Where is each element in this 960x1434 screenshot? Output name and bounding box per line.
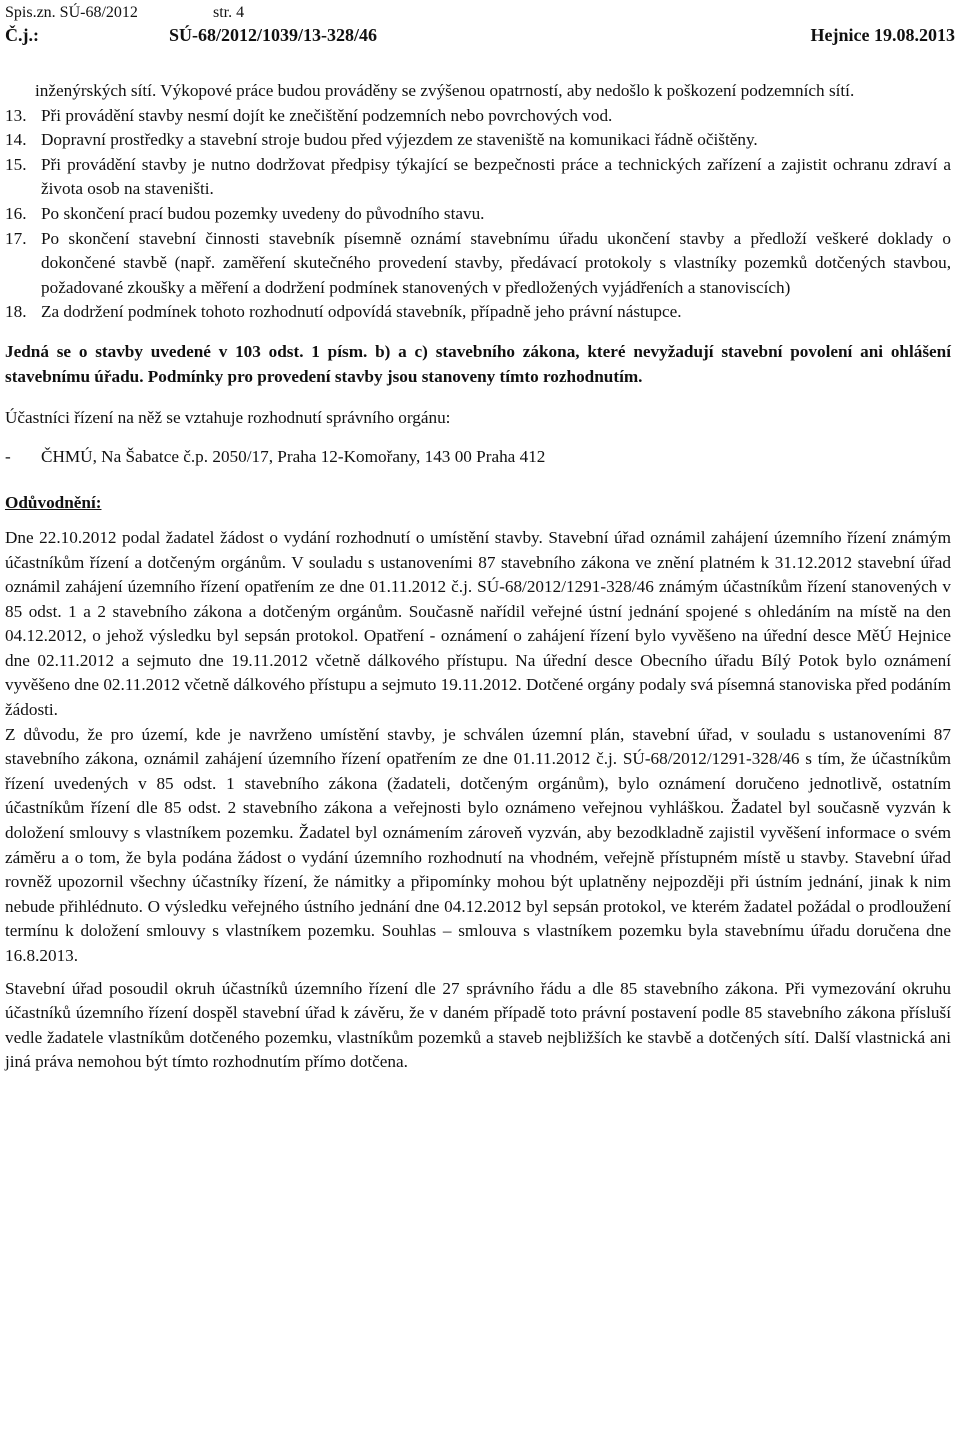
reasoning-heading: Odůvodnění: xyxy=(5,493,102,513)
reasoning-paragraph: Dne 22.10.2012 podal žadatel žádost o vydání rozhodnutí o umístění stavby. Stavební úřad oznámil zahájení územního řízení známým účastníkům řízení a dotčeným orgánům. V souladu s ustanoveními 87 stavebního zákona ve znění platném k 31.12.2012 stavební úřad oznámil zahájení územního řízení opatřením ze dne 01.11.2012 č.j. SÚ-68/2012/1291-328/46 známým účastníkům řízení stanovených v 85 odst. 1 a 2 stavebního zákona a dotčeným orgánům. Současně nařídil veřejné ústní jednání spojené s ohledáním na místě na den 04.12.2012, o jehož výsledku byl sepsán protokol. Opatření - oznámení o zahájení řízení bylo vyvěšeno na úřední desce MěÚ Hejnice dne 02.11.2012 a sejmuto dne 19.11.2012 včetně dálkového přístupu. Na úřední desce Obecního úřadu Bílý Potok bylo oznámení vyvěšeno dne 02.11.2012 včetně dálkového přístupu a sejmuto 19.11.2012. Dotčené orgány podaly svá písemná stanoviska před podáním žádosti. xyxy=(5,527,951,720)
condition-number: 15. xyxy=(5,154,27,174)
condition-text: Dopravní prostředky a stavební stroje budou před výjezdem ze staveniště na komunikaci řádně očištěny. xyxy=(41,130,758,150)
spacer xyxy=(5,389,951,406)
condition-text: Po skončení prací budou pozemky uvedeny do původního stavu. xyxy=(41,203,485,223)
participants-title: Účastníci řízení na něž se vztahuje rozhodnutí správního orgánu: xyxy=(5,408,451,428)
condition-text: Při provádění stavby je nutno dodržovat předpisy týkající se bezpečnosti práce a technických zařízení a zajistit ochranu zdraví a života osob na staveništi. xyxy=(41,154,951,199)
list-dash: - xyxy=(5,446,11,466)
condition-text: Za dodržení podmínek tohoto rozhodnutí odpovídá stavebník, případně jeho právní nástupce. xyxy=(41,302,682,322)
condition-number: 14. xyxy=(5,130,27,150)
condition-item xyxy=(5,202,951,227)
condition-number: 13. xyxy=(5,105,27,125)
case-number-label: Č.j.: xyxy=(5,25,39,45)
participant-text: ČHMÚ, Na Šabatce č.p. 2050/17, Praha 12-Komořany, 143 00 Praha 412 xyxy=(41,446,546,466)
header-reference-line xyxy=(5,3,955,23)
legal-basis-statement: Jedná se o stavby uvedené v 103 odst. 1 písm. b) a c) stavebního zákona, které nevyžadují stavební povolení ani ohlášení stavebnímu úřadu. Podmínky pro provedení stavby jsou stanoveny tímto rozhodnutím. xyxy=(5,341,951,386)
condition-number: 18. xyxy=(5,302,27,322)
condition-number: 16. xyxy=(5,203,27,223)
condition-text: Při provádění stavby nesmí dojít ke znečištění podzemních nebo povrchových vod. xyxy=(41,105,613,125)
case-number: SÚ-68/2012/1039/13-328/46 xyxy=(169,25,378,45)
continued-condition-text: inženýrských sítí. Výkopové práce budou prováděny se zvýšenou opatrností, aby nedošlo k poškození podzemních sítí. xyxy=(35,81,855,100)
place-and-date: Hejnice 19.08.2013 xyxy=(810,25,955,45)
header-case-line xyxy=(5,23,955,47)
file-reference: Spis.zn. SÚ-68/2012 xyxy=(5,4,138,21)
reasoning-paragraph: Z důvodu, že pro území, kde je navrženo umístění stavby, je schválen územní plán, stavební úřad, v souladu s ustanoveními 87 stavebního zákona, oznámil zahájení územního řízení opatřením ze dne 01.11.2012 č.j. SÚ-68/2012/1291-328/46 s tím, že účastníkům řízení uvedených v 85 odst. 1 stavebního zákona (žadateli, dotčeným orgánům), bylo oznámení doručeno jednotlivě, ostatním účastníkům řízení dle 85 odst. 2 stavebního zákona a veřejnosti bylo oznámeno veřejnou vyhláškou. Žadatel byl současně vyzván k doložení smlouvy s vlastníkem pozemku. Žadatel byl oznámením zároveň vyzván, aby bezodkladně zajistil vyvěšení informace o svém záměru a o tom, že byla podána žádost o vydání územního rozhodnutí na vhodném, veřejně přístupném místě u stavby. Stavební úřad rovněž upozornil všechny účastníky řízení, že námitky a připomínky mohou být uplatněny nejpozději při ústním jednání, jinak k nim nebude přihlédnuto. O výsledku veřejného ústního jednání dne 04.12.2012 byl sepsán protokol, ve kterém žadatel požádal o prodloužení termínu k doložení smlouvy s vlastníkem pozemku. Souhlas – smlouva s vlastníkem pozemku byla stavebnímu úřadu doručena dne 16.8.2013. xyxy=(5,724,951,965)
condition-item xyxy=(5,128,951,153)
condition-number: 17. xyxy=(5,228,27,248)
reasoning-paragraph: Stavební úřad posoudil okruh účastníků územního řízení dle 27 správního řádu a dle 85 stavebního zákona. Při vymezování okruhu účastníků územního řízení dospěl stavební úřad k závěru, že v daném případě toto právní postavení podle 85 stavebního zákona přísluší vedle žadatele vlastníkům dotčeného pozemku, vlastníkům pozemků a staveb nejbližších ke stavbě a dotčených sítí. Další vlastnická ani jiná práva nemohou být tímto rozhodnutím přímo dotčena. xyxy=(5,978,951,1072)
participant-item xyxy=(5,445,951,470)
condition-item xyxy=(5,227,951,301)
spacer xyxy=(5,469,951,491)
condition-item xyxy=(5,300,951,325)
condition-item xyxy=(5,104,951,129)
condition-item xyxy=(5,153,951,202)
document-body xyxy=(5,79,951,1075)
page-number: str. 4 xyxy=(213,4,245,21)
condition-text: Po skončení stavební činnosti stavebník písemně oznámí stavebnímu úřadu ukončení stavby a předloží veškeré doklady o dokončené stavbě (např. zaměření skutečného provedení stavby, předávací protokoly s vlastníky pozemků dotčených stavbou, požadované zkoušky a měření a dodržení podmínek stanovených v předložených vyjádřeních a stanoviscích) xyxy=(41,228,951,297)
